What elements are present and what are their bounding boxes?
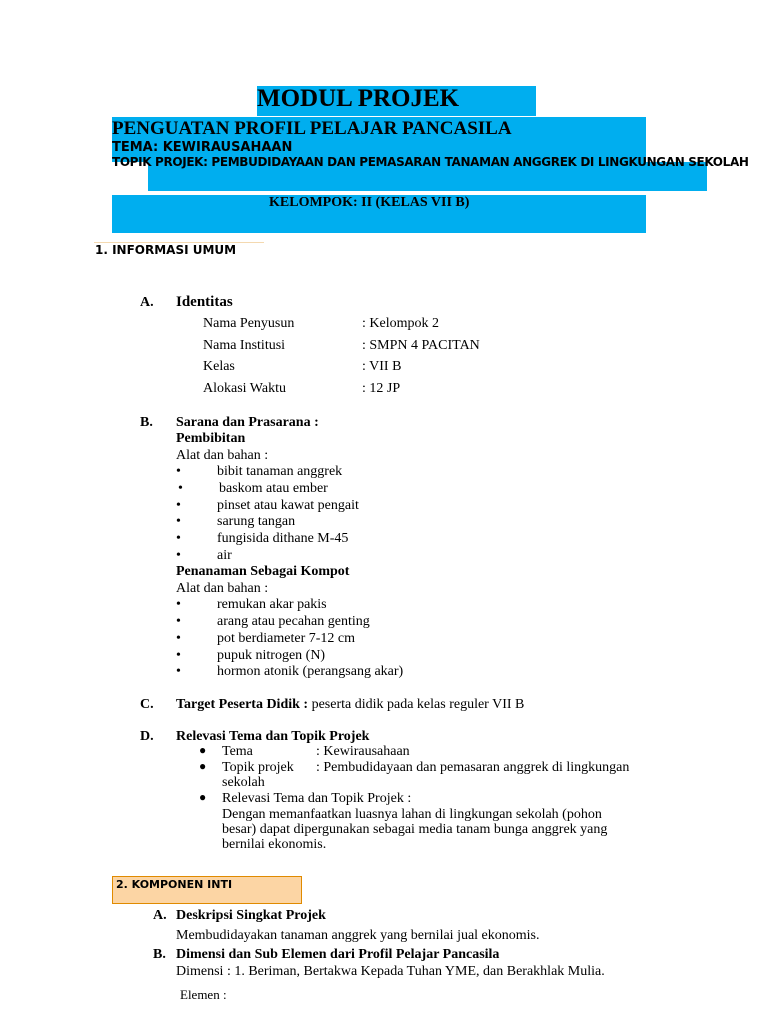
identitas-value: : 12 JP	[362, 381, 401, 396]
dimensi-title: Dimensi dan Sub Elemen dari Profil Pelajar Pancasila	[176, 947, 500, 962]
target-label: Target Peserta Didik :	[176, 697, 309, 712]
bullet-icon: ●	[199, 790, 207, 804]
identitas-label: Kelas	[203, 359, 235, 374]
relevansi-letter: D.	[140, 729, 154, 744]
identitas-label: Nama Institusi	[203, 338, 286, 353]
bullet-icon: •	[176, 548, 181, 563]
deskripsi-text: Membudidayakan tanaman anggrek yang bernilai jual ekonomis.	[176, 928, 540, 943]
bullet-icon: •	[176, 614, 181, 629]
deskripsi-letter: A.	[153, 908, 167, 923]
list-item: hormon atonik (perangsang akar)	[217, 664, 404, 679]
deskripsi-title: Deskripsi Singkat Projek	[176, 908, 326, 923]
section1-heading-rule	[94, 242, 264, 243]
dimensi-letter: B.	[153, 947, 166, 962]
list-item: pot berdiameter 7-12 cm	[217, 631, 356, 646]
elemen-label: Elemen :	[180, 987, 227, 1002]
bullet-icon: •	[176, 664, 181, 679]
bullet-icon: •	[176, 514, 181, 529]
list-item: remukan akar pakis	[217, 597, 327, 612]
list-item: fungisida dithane M-45	[217, 531, 349, 546]
bullet-icon: •	[176, 498, 181, 513]
list-item: air	[217, 548, 232, 563]
list-item: pupuk nitrogen (N)	[217, 648, 326, 663]
bullet-icon: ●	[199, 743, 207, 757]
identitas-label: Alokasi Waktu	[203, 381, 286, 396]
penanaman-title: Penanaman Sebagai Kompot	[176, 564, 350, 579]
dimensi-text: Dimensi : 1. Beriman, Bertakwa Kepada Tuhan YME, dan Berakhlak Mulia.	[176, 964, 605, 979]
list-item: baskom atau ember	[219, 481, 328, 496]
relevansi-label: Relevasi Tema dan Topik Projek :	[222, 791, 412, 806]
identitas-title: Identitas	[176, 294, 233, 310]
sarana-title: Sarana dan Prasarana :	[176, 415, 319, 430]
kelompok-line: KELOMPOK: II (KELAS VII B)	[269, 195, 470, 210]
pembibitan-title: Pembibitan	[176, 431, 246, 446]
bullet-icon: ●	[199, 759, 207, 773]
relevansi-text: besar) dapat dipergunakan sebagai media tanam bunga anggrek yang	[222, 822, 608, 837]
target-letter: C.	[140, 697, 154, 712]
section2-heading: 2. KOMPONEN INTI	[116, 878, 233, 891]
bullet-icon: •	[176, 597, 181, 612]
list-item: arang atau pecahan genting	[217, 614, 370, 629]
bullet-icon: •	[176, 631, 181, 646]
tema-label: Tema	[222, 744, 253, 759]
sarana-letter: B.	[140, 415, 153, 430]
relevansi-title: Relevasi Tema dan Topik Projek	[176, 729, 370, 744]
identitas-value: : SMPN 4 PACITAN	[362, 338, 480, 353]
target-line	[176, 697, 524, 713]
identitas-letter: A.	[140, 295, 154, 310]
relevansi-text: Dengan memanfaatkan luasnya lahan di lingkungan sekolah (pohon	[222, 807, 602, 822]
alat-bahan-label: Alat dan bahan :	[176, 581, 269, 596]
bullet-icon: •	[178, 481, 183, 496]
list-item: bibit tanaman anggrek	[217, 464, 343, 479]
bullet-icon: •	[176, 531, 181, 546]
target-value: peserta didik pada kelas reguler VII B	[311, 697, 525, 712]
tema-value: : Kewirausahaan	[316, 744, 410, 759]
identitas-label: Nama Penyusun	[203, 316, 295, 331]
section1-heading: 1. INFORMASI UMUM	[95, 243, 237, 257]
alat-bahan-label: Alat dan bahan :	[176, 448, 269, 463]
list-item: sarung tangan	[217, 514, 296, 529]
topik-value-cont: sekolah	[222, 775, 265, 790]
page-title: MODUL PROJEK	[257, 85, 460, 112]
identitas-value: : VII B	[362, 359, 402, 374]
relevansi-text: bernilai ekonomis.	[222, 837, 327, 852]
topik-value: : Pembudidayaan dan pemasaran anggrek di lingkungan	[316, 760, 630, 775]
page-subtitle: PENGUATAN PROFIL PELAJAR PANCASILA	[112, 118, 512, 139]
topik-label: Topik projek	[222, 760, 294, 775]
tema-line: TEMA: KEWIRAUSAHAAN	[112, 140, 293, 155]
bullet-icon: •	[176, 464, 181, 479]
topik-line: TOPIK PROJEK: PEMBUDIDAYAAN DAN PEMASARAN TANAMAN ANGGREK DI LINGKUNGAN SEKOLAH	[112, 155, 749, 169]
bullet-icon: •	[176, 648, 181, 663]
identitas-value: : Kelompok 2	[362, 316, 439, 331]
list-item: pinset atau kawat pengait	[217, 498, 359, 513]
